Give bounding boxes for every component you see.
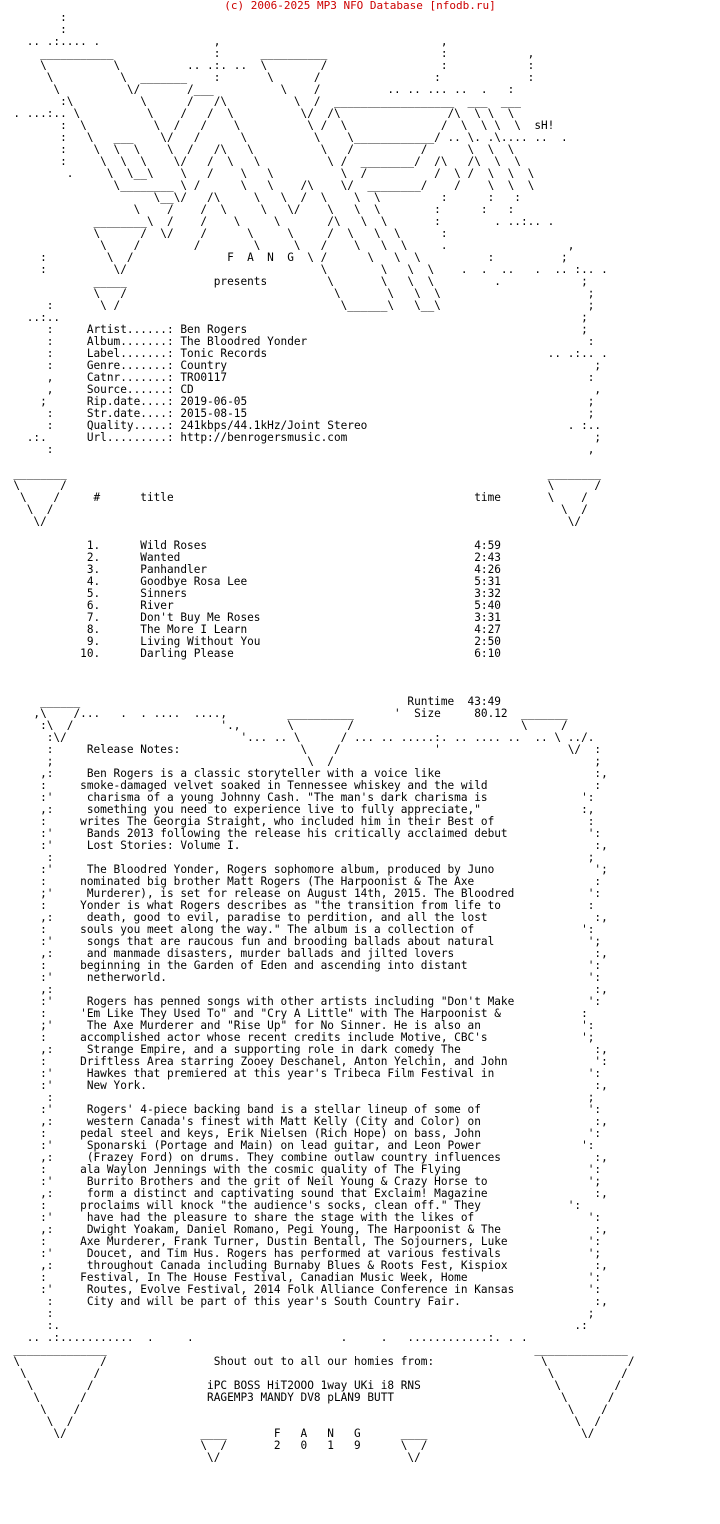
nfo-line: ,: :,: [0, 983, 608, 996]
nfo-line: : \ / \______\ \__\ ;: [0, 299, 595, 312]
nfo-line: : ;: [0, 1307, 595, 1320]
nfo-line: : City and will be part of this year's South Country Fair. :,: [0, 1295, 608, 1308]
nfo-line: : souls you meet along the way." The album is a collection of ':: [0, 923, 595, 936]
nfo-line: ,: Strange Empire, and a supporting role in dark comedy The :,: [0, 1043, 608, 1056]
nfo-line: ,\ /... . . .... ...., __________ ' Size 80.12 _______: [0, 707, 568, 720]
nfo-line: \ \ _______ : \ / : :: [0, 71, 535, 84]
nfo-line: , Catnr.......: TRO0117 :: [0, 371, 595, 384]
nfo-line: : ala Waylon Jennings with the cosmic quality of The Flying ':: [0, 1163, 602, 1176]
nfo-line: .:. Url.........: http://benrogersmusic.com ;: [0, 431, 602, 444]
nfo-line: : proclaims will knock "the audience's socks, clean off." They ':: [0, 1199, 582, 1212]
nfo-line: :' Rogers has penned songs with other artists including "Don't Make ':: [0, 995, 602, 1008]
nfo-line: :' New York. :,: [0, 1079, 608, 1092]
nfo-line: : Album.......: The Bloodred Yonder :: [0, 335, 595, 348]
nfo-line: 1. Wild Roses 4:59: [0, 539, 501, 552]
nfo-line: 6. River 5:40: [0, 599, 501, 612]
nfo-line: 9. Living Without You 2:50: [0, 635, 501, 648]
nfo-line: : ;: [0, 851, 595, 864]
nfo-line: : \/ \ \ \ \ . . .. . .. :.. .: [0, 263, 608, 276]
nfo-line: :' Rogers' 4-piece backing band is a stellar lineup of some of ':: [0, 1103, 602, 1116]
nfo-line: :: [0, 23, 67, 36]
nfo-line: :' Doucet, and Tim Hus. Rogers has performed at various festivals ';: [0, 1247, 602, 1260]
nfo-line: ,: Ben Rogers is a classic storyteller with a voice like :,: [0, 767, 608, 780]
nfo-line: _____ presents \ \ \ \ . ;: [0, 275, 588, 288]
nfo-line: 10. Darling Please 6:10: [0, 647, 501, 660]
nfo-line: ;' Murderer), is set for release on August 14th, 2015. The Bloodred ':: [0, 887, 602, 900]
nfo-line: ,: something you need to experience live to fully appreciate," :,: [0, 803, 595, 816]
nfo-line: ______________ ______________: [0, 1343, 628, 1356]
nfo-line: ,: throughout Canada including Burnaby Blues & Roots Fest, Kispiox :,: [0, 1259, 608, 1272]
nfo-line: \/ \/: [0, 515, 582, 528]
nfo-line: ________ ________: [0, 467, 602, 480]
nfo-line: \/ ____ F A N G ____ \/: [0, 1427, 595, 1440]
nfo-line: : ;: [0, 1091, 595, 1104]
nfo-line: ; \ / ;: [0, 755, 602, 768]
nfo-line: \ / Shout out to all our homies from: \ /: [0, 1355, 635, 1368]
nfo-line: .. .:........... . . . . ............:. . .: [0, 1331, 528, 1344]
nfo-line: \ / / \ \ / \ \ \ . ,: [0, 239, 575, 252]
nfo-line: \ / 2 0 1 9 \ /: [0, 1439, 428, 1452]
nfo-line: \ / iPC BOSS HiT2OOO 1way UKi i8 RNS \ /: [0, 1379, 622, 1392]
nfo-line: ; Rip.date....: 2019-06-05 ;: [0, 395, 595, 408]
nfo-line: \ / \ /: [0, 1403, 608, 1416]
nfo-line: : Driftless Area starring Zooey Deschanel, Anton Yelchin, and John ':: [0, 1055, 608, 1068]
nfo-line: : Axe Murderer, Frank Turner, Dustin Bentall, The Sojourners, Luke ':: [0, 1235, 602, 1248]
nfo-line: :' The Bloodred Yonder, Rogers sophomore album, produced by Juno ';: [0, 863, 608, 876]
nfo-line: : pedal steel and keys, Erik Nielsen (Rich Hope) on bass, John ':: [0, 1127, 602, 1140]
nfo-line: :' Lost Stories: Volume I. :,: [0, 839, 608, 852]
nfo-line: ______ Runtime 43:49: [0, 695, 501, 708]
nfo-line: ,: form a distinct and captivating sound that Exclaim! Magazine :,: [0, 1187, 608, 1200]
nfo-line: 8. The More I Learn 4:27: [0, 623, 501, 636]
nfo-line: : Release Notes: \ / ' \/ :: [0, 743, 602, 756]
nfo-line: \ / \ \ \ \ ;: [0, 287, 595, 300]
nfo-line: : \ \ / / \ \ / \ / \ \ \ \ sH!: [0, 119, 555, 132]
nfo-line: 5. Sinners 3:32: [0, 587, 501, 600]
nfo-line: \ / \/ / \ \ / \ \ \ :: [0, 227, 448, 240]
nfo-line: .. .:.... . , ,: [0, 35, 448, 48]
nfo-line: \ / # title time \ /: [0, 491, 588, 504]
nfo-line: 3. Panhandler 4:26: [0, 563, 501, 576]
nfo-text-document: [0, 12, 720, 1464]
nfo-line: ,: (Frazey Ford) on drums. They combine outlaw country influences :,: [0, 1151, 608, 1164]
nfo-line: :. .:: [0, 1319, 588, 1332]
nfo-line: ________\ / / \ \ /\ \ \ : . ..:.. .: [0, 215, 555, 228]
nfo-line: \ / \ /: [0, 479, 602, 492]
nfo-line: , Source......: CD ,: [0, 383, 602, 396]
nfo-line: : \ ___ \/ / \ \ \____________/ .. \. .\.... .. .: [0, 131, 568, 144]
nfo-line: :' Routes, Evolve Festival, 2014 Folk Alliance Conference in Kansas ':: [0, 1283, 602, 1296]
nfo-line: \ / RAGEMP3 MANDY DV8 pLAN9 BUTT \ /: [0, 1391, 615, 1404]
nfo-line: . \ \__\ \ / \ \ \ / / \ / \ \ \: [0, 167, 535, 180]
nfo-line: :' have had the pleasure to share the stage with the likes of ':: [0, 1211, 602, 1224]
nfo-line: ..:.. ;: [0, 311, 588, 324]
nfo-line: : Label.......: Tonic Records .. .:.. .: [0, 347, 608, 360]
nfo-line: \ / \ /: [0, 503, 588, 516]
nfo-line: \/ \/: [0, 1451, 421, 1464]
nfo-line: 2. Wanted 2:43: [0, 551, 501, 564]
nfo-line: ,: death, good to evil, paradise to perdition, and all the lost :,: [0, 911, 608, 924]
nfo-line: \__\/ /\ \ \ / \ \ \ : : :: [0, 191, 521, 204]
nfo-line: : 'Em Like They Used To" and "Cry A Little" with The Harpoonist & :: [0, 1007, 588, 1020]
nfo-line: \ / / \ \ \/ \ \ \ : : :: [0, 203, 515, 216]
nfo-line: : \ \ \ \ / /\ \ \ / / \ \ \: [0, 143, 515, 156]
nfo-line: :\ / '., \ / \ /: [0, 719, 568, 732]
nfodb-banner[interactable]: (c) 2006-2025 MP3 NFO Database [nfodb.ru]: [224, 0, 496, 12]
nfo-line: : Festival, In The House Festival, Canadian Music Week, Home ':: [0, 1271, 602, 1284]
nfo-line: : \ / F A N G \ / \ \ \ : ;: [0, 251, 568, 264]
nfo-line: ,: Dwight Yoakam, Daniel Romano, Pegi Young, The Harpoonist & The :,: [0, 1223, 608, 1236]
nfo-line: :' Bands 2013 following the release his critically acclaimed debut ':: [0, 827, 602, 840]
nfo-line: 7. Don't Buy Me Roses 3:31: [0, 611, 501, 624]
nfo-line: :\ \ / /\ \ / __________________ ___ ___: [0, 95, 521, 108]
nfo-line: . ...:.. \ \ / / \ \/ /\ /\ \ \ \: [0, 107, 515, 120]
nfo-line: :: [0, 11, 67, 24]
nfo-line: \ \/ /___ \ / .. .. ... .. . :: [0, 83, 515, 96]
nfo-line: : smoke-damaged velvet soaked in Tennessee whiskey and the wild :: [0, 779, 602, 792]
nfo-line: \ \ .. .:. .. \ / : :: [0, 59, 535, 72]
nfo-line: ___________ : __________ : ,: [0, 47, 535, 60]
nfo-line: : Artist......: Ben Rogers ;: [0, 323, 588, 336]
nfo-line: :' netherworld. ':: [0, 971, 602, 984]
nfo-line: : Yonder is what Rogers describes as "the transition from life to :: [0, 899, 595, 912]
nfo-line: :\/ '... .. \ / ... .. .....:. .. .... .. .. \ ../.: [0, 731, 595, 744]
nfo-line: :' charisma of a young Johnny Cash. "The man's dark charisma is ':: [0, 791, 595, 804]
nfo-line: : beginning in the Garden of Eden and ascending into distant ':: [0, 959, 602, 972]
nfo-line: :' Hawkes that premiered at this year's Tribeca Film Festival in ':: [0, 1067, 602, 1080]
nfo-line: ;' The Axe Murderer and "Rise Up" for No Sinner. He is also an ':: [0, 1019, 595, 1032]
nfo-line: : accomplished actor whose recent credits include Motive, CBC's ';: [0, 1031, 595, 1044]
nfo-line: : \ \ \ \/ / \ \ \ / ________/ /\ /\ \ \: [0, 155, 521, 168]
nfo-line: : nominated big brother Matt Rogers (The Harpoonist & The Axe :: [0, 875, 602, 888]
nfo-line: ,: and manmade disasters, murder ballads and jilted lovers :,: [0, 947, 608, 960]
nfo-line: : Genre.......: Country ;: [0, 359, 602, 372]
nfo-line: : writes The Georgia Straight, who included him in their Best of :: [0, 815, 595, 828]
nfo-line: :' songs that are raucous fun and brooding ballads about natural ';: [0, 935, 602, 948]
nfo-line: : ,: [0, 443, 595, 456]
nfo-line: 4. Goodbye Rosa Lee 5:31: [0, 575, 501, 588]
nfo-line: \________ \ / \ \ /\ \/ ________/ / \ \ \: [0, 179, 535, 192]
nfo-line: : Str.date....: 2015-08-15 ;: [0, 407, 595, 420]
nfo-line: ,: western Canada's finest with Matt Kelly (City and Color) on :,: [0, 1115, 608, 1128]
nfo-line: :' Sponarski (Portage and Main) on lead guitar, and Leon Power ':: [0, 1139, 595, 1152]
nfo-line: :' Burrito Brothers and the grit of Neil Young & Crazy Horse to ';: [0, 1175, 602, 1188]
nfo-line: : Quality.....: 241kbps/44.1kHz/Joint Stereo . :..: [0, 419, 602, 432]
nfo-line: \ / \ /: [0, 1367, 628, 1380]
nfo-line: \ / \ /: [0, 1415, 602, 1428]
